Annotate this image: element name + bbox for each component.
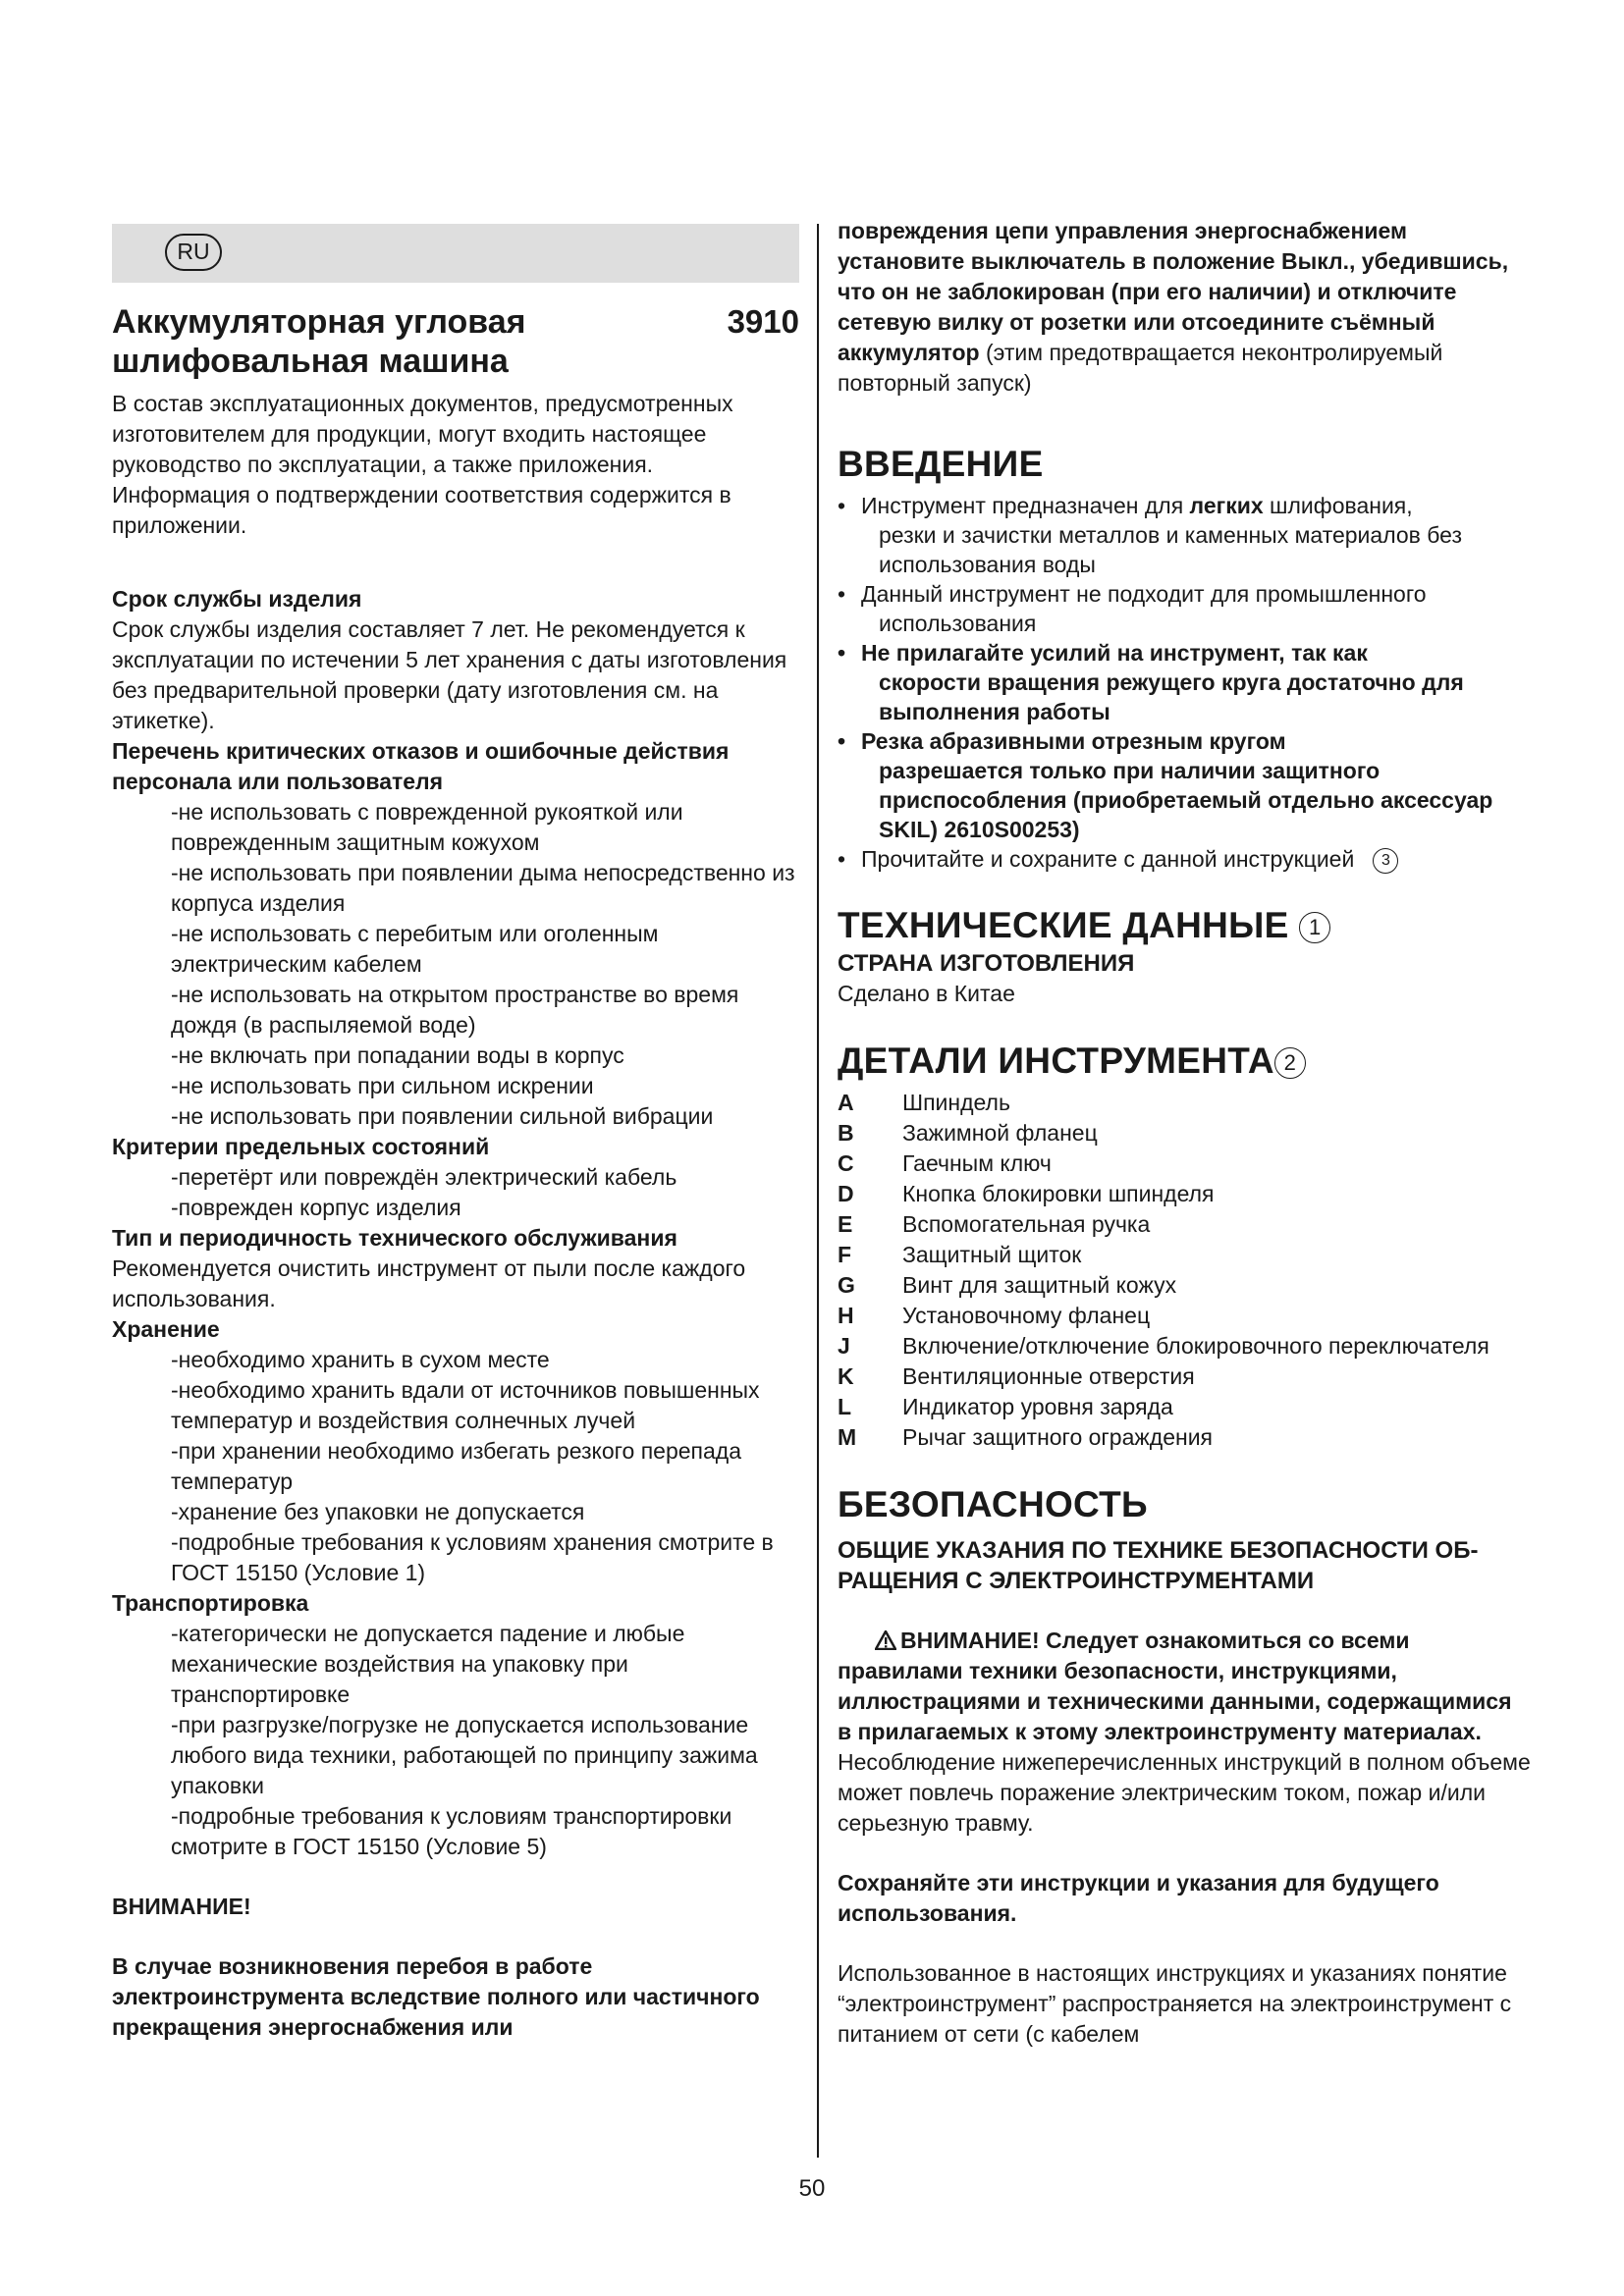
part-key: L: [838, 1394, 852, 1419]
safety-warning-normal: Несоблюдение нижеперечисленных инструкций в полном объеме может повлечь поражение электрическим током, пожар и/или серьезную травму.: [838, 1749, 1531, 1836]
warning-triangle-icon: [875, 1630, 896, 1650]
power-failure-bold: повреждения цепи управления энергоснабжением установите выключатель в положение Выкл., убедившись, что он не заблокирован (при его наличии) и отключите сетевую вилку от розетки или отсоедините съёмный аккумулятор: [838, 218, 1509, 365]
intro-b1-pre: Инструмент предназначен для: [861, 493, 1190, 518]
part-label: Рычаг защитного ограждения: [902, 1424, 1213, 1450]
part-key: K: [838, 1363, 854, 1389]
intro-b4-cont: разрешается только при наличии защитного приспособления (приобретаемый отдельно аксессуар SKIL) 2610S00253): [879, 758, 1493, 842]
storage-item: -необходимо хранить в сухом месте: [171, 1347, 550, 1372]
failures-item: -не использовать с поврежденной рукояткой или поврежденным защитным кожухом: [171, 799, 683, 855]
intro-b2-cont: использования: [879, 611, 1037, 636]
intro-b4-first: Резка абразивными отрезным кругом: [861, 728, 1286, 754]
failures-item: -не использовать при появлении сильной вибрации: [171, 1103, 714, 1129]
page-number: 50: [798, 2175, 826, 2202]
intro-b1-bold: легких: [1189, 493, 1264, 518]
language-bar: [112, 224, 799, 283]
part-label: Шпиндель: [902, 1090, 1010, 1115]
power-failure-normal: (этим предотвращается неконтролируемый повторный запуск): [838, 340, 1443, 396]
part-item: [838, 1331, 1531, 1362]
figure-ref-1: 1: [1299, 912, 1330, 943]
introduction-heading: ВВЕДЕНИЕ: [838, 444, 1044, 484]
part-label: Включение/отключение блокировочного переключателя: [902, 1333, 1489, 1359]
part-label: Вспомогательная ручка: [902, 1211, 1151, 1237]
right-column: [838, 216, 1531, 2050]
transport-list: [112, 1619, 799, 1862]
failures-list: [112, 797, 799, 1132]
part-item: [838, 1179, 1531, 1209]
part-label: Вентиляционные отверстия: [902, 1363, 1195, 1389]
part-label: Зажимной фланец: [902, 1120, 1098, 1146]
introduction-item: [838, 579, 1531, 638]
maintenance-text: Рекомендуется очистить инструмент от пыли после каждого использования.: [112, 1255, 746, 1311]
transport-item: -категорически не допускается падение и любые механические воздействия на упаковку при транспортировке: [171, 1621, 685, 1707]
part-key: A: [838, 1090, 854, 1115]
safety-warning-bold: ВНИМАНИЕ! Следует ознакомиться со всеми правилами техники безопасности, инструкциями, иллюстрациями и техническими данными, содержащимися в прилагаемых к этому электроинструменту материалах.: [838, 1628, 1512, 1744]
tech-data-heading-text: ТЕХНИЧЕСКИЕ ДАННЫЕ: [838, 905, 1289, 945]
part-item: [838, 1148, 1531, 1179]
failures-item: -не использовать с перебитым или оголенным электрическим кабелем: [171, 921, 659, 977]
part-key: B: [838, 1120, 854, 1146]
storage-list: [112, 1345, 799, 1588]
failures-item: -не использовать на открытом пространстве во время дождя (в распыляемой воде): [171, 982, 739, 1038]
part-label: Индикатор уровня заряда: [902, 1394, 1173, 1419]
storage-item: -хранение без упаковки не допускается: [171, 1499, 585, 1524]
part-item: [838, 1270, 1531, 1301]
introduction-item: [838, 844, 1531, 874]
service-life-text: Срок службы изделия составляет 7 лет. Не рекомендуется к эксплуатации по истечении 5 лет хранения с даты изготовления без предварительной проверки (дату изготовления см. на этикетке).: [112, 616, 787, 733]
failures-item: -не использовать при появлении дыма непосредственно из корпуса изделия: [171, 860, 795, 916]
column-divider: [817, 224, 819, 2158]
failures-item: -не включать при попадании воды в корпус: [171, 1042, 624, 1068]
intro-b3-cont: скорости вращения режущего круга достаточно для выполнения работы: [879, 669, 1464, 724]
intro-b2-first: Данный инструмент не подходит для промышленного: [861, 581, 1427, 607]
tech-data-heading: [838, 903, 1531, 948]
storage-item: -при хранении необходимо избегать резкого перепада температур: [171, 1438, 741, 1494]
part-key: F: [838, 1242, 852, 1267]
language-badge: RU: [165, 234, 222, 271]
part-label: Защитный щиток: [902, 1242, 1082, 1267]
attention-label: ВНИМАНИЕ!: [112, 1894, 251, 1919]
part-key: J: [838, 1333, 850, 1359]
part-label: Гаечным ключ: [902, 1150, 1052, 1176]
document-title: Аккумуляторная угловая шлифовальная машина: [112, 303, 526, 380]
part-key: M: [838, 1424, 857, 1450]
part-key: E: [838, 1211, 853, 1237]
left-column: [112, 224, 799, 2043]
figure-ref-3: 3: [1373, 848, 1398, 874]
part-label: Установочному фланец: [902, 1303, 1151, 1328]
model-number: 3910: [727, 303, 799, 340]
limit-states-heading: Критерии предельных состояний: [112, 1134, 490, 1159]
storage-heading: Хранение: [112, 1316, 220, 1342]
part-key: D: [838, 1181, 854, 1206]
introduction-list: [838, 491, 1531, 874]
country-value: Сделано в Китае: [838, 981, 1015, 1006]
part-item: [838, 1362, 1531, 1392]
part-item: [838, 1088, 1531, 1118]
figure-ref-2: 2: [1274, 1047, 1306, 1079]
part-item: [838, 1301, 1531, 1331]
part-item: [838, 1209, 1531, 1240]
part-key: C: [838, 1150, 854, 1176]
power-tool-definition: Использованное в настоящих инструкциях и указаниях понятие “электроинструмент” распространяется на электроинструмент с питанием от сети (с кабелем: [838, 1960, 1512, 2047]
parts-heading: [838, 1039, 1531, 1084]
failures-heading: Перечень критических отказов и ошибочные действия персонала или пользователя: [112, 738, 730, 794]
intro-b1-post: шлифования,: [1263, 493, 1413, 518]
part-key: G: [838, 1272, 855, 1298]
power-failure-text-2: [838, 216, 1531, 399]
part-key: H: [838, 1303, 854, 1328]
transport-heading: Транспортировка: [112, 1590, 309, 1616]
intro-b1-cont: резки и зачистки металлов и каменных материалов без использования воды: [879, 522, 1463, 577]
safety-subheading: ОБЩИЕ УКАЗАНИЯ ПО ТЕХНИКЕ БЕЗОПАСНОСТИ ОБ- РАЩЕНИЯ С ЭЛЕКТРОИНСТРУМЕНТАМИ: [838, 1537, 1479, 1594]
limit-states-item: -поврежден корпус изделия: [171, 1195, 461, 1220]
intro-paragraph-2: Информация о подтверждении соответствия содержится в приложении.: [112, 482, 731, 538]
limit-states-list: [112, 1162, 799, 1223]
part-item: [838, 1240, 1531, 1270]
failures-item: -не использовать при сильном искрении: [171, 1073, 594, 1098]
intro-b5: Прочитайте и сохраните с данной инструкцией: [861, 846, 1355, 872]
part-item: [838, 1422, 1531, 1453]
part-item: [838, 1118, 1531, 1148]
introduction-item: [838, 491, 1531, 579]
service-life-heading: Срок службы изделия: [112, 586, 362, 612]
introduction-item: [838, 638, 1531, 726]
title-row: [112, 302, 799, 381]
intro-paragraph-1: В состав эксплуатационных документов, предусмотренных изготовителем для продукции, могут входить настоящее руководство по эксплуатации, а также приложения.: [112, 391, 733, 477]
maintenance-heading: Тип и периодичность технического обслуживания: [112, 1225, 677, 1251]
country-heading: СТРАНА ИЗГОТОВЛЕНИЯ: [838, 950, 1135, 977]
storage-item: -необходимо хранить вдали от источников повышенных температур и воздействия солнечных лучей: [171, 1377, 760, 1433]
intro-b3-first: Не прилагайте усилий на инструмент, так как: [861, 640, 1368, 666]
transport-item: -подробные требования к условиям транспортировки смотрите в ГОСТ 15150 (Условие 5): [171, 1803, 732, 1859]
parts-list: [838, 1088, 1531, 1453]
keep-instructions: Сохраняйте эти инструкции и указания для будущего использования.: [838, 1870, 1439, 1926]
introduction-item: [838, 726, 1531, 844]
safety-heading: БЕЗОПАСНОСТЬ: [838, 1484, 1148, 1524]
storage-item: -подробные требования к условиям хранения смотрите в ГОСТ 15150 (Условие 1): [171, 1529, 774, 1585]
transport-item: -при разгрузке/погрузке не допускается использование любого вида техники, работающей по принципу зажима упаковки: [171, 1712, 758, 1798]
parts-heading-text: ДЕТАЛИ ИНСТРУМЕНТА: [838, 1041, 1274, 1081]
limit-states-item: -перетёрт или повреждён электрический кабель: [171, 1164, 677, 1190]
safety-warning: [838, 1626, 1531, 1839]
power-failure-text-1: В случае возникновения перебоя в работе электроинструмента вследствие полного или частичного прекращения энергоснабжения или: [112, 1953, 760, 2040]
part-item: [838, 1392, 1531, 1422]
part-label: Кнопка блокировки шпинделя: [902, 1181, 1215, 1206]
part-label: Винт для защитный кожух: [902, 1272, 1177, 1298]
